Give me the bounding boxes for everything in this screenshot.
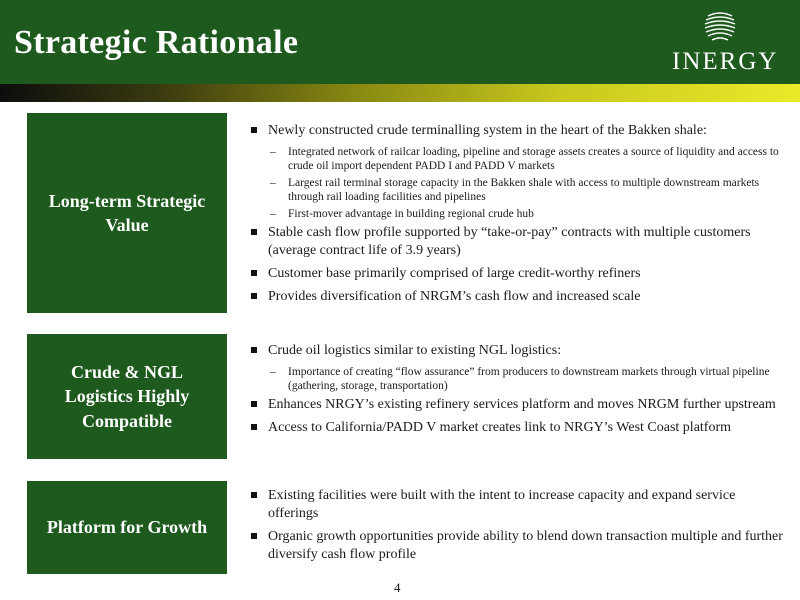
sub-bullet-item: – Largest rail terminal storage capacity in the Bakken shale with access to multiple downstream markets through rail loading facilities and pipelines [248,176,788,204]
logo-wordmark: INERGY [672,48,779,75]
bullet-item: Customer base primarily comprised of large credit-worthy refiners [248,265,788,283]
bullet-item: Provides diversification of NRGM’s cash flow and increased scale [248,288,788,306]
slide-title: Strategic Rationale [14,24,299,61]
globe-logo-icon [704,10,736,42]
bullet-item: Existing facilities were built with the intent to increase capacity and expand service offerings [248,487,788,523]
bullet-item: Access to California/PADD V market creates link to NRGY’s West Coast platform [248,419,788,437]
sub-bullet-item: – First-mover advantage in building regional crude hub [248,207,788,221]
section-label-platform-growth: Platform for Growth [27,481,227,574]
page-number: 4 [394,580,401,595]
sub-bullet-item: – Integrated network of railcar loading, pipeline and storage assets creates a source of liquidity and access to crude oil import dependent PADD I and PADD V markets [248,145,788,173]
company-logo [668,10,794,76]
bullet-list-crude-ngl [248,342,788,442]
bullet-item: Crude oil logistics similar to existing NGL logistics: [248,342,788,360]
slide-header [0,0,800,84]
header-gradient-bar [0,84,800,102]
bullet-item: Organic growth opportunities provide ability to blend down transaction multiple and further diversify cash flow profile [248,528,788,564]
bullet-item: Stable cash flow profile supported by “take-or-pay” contracts with multiple customers (average contract life of 3.9 years) [248,224,788,260]
section-label-crude-ngl: Crude & NGL Logistics Highly Compatible [27,334,227,459]
bullet-item: Enhances NRGY’s existing refinery services platform and moves NRGM further upstream [248,396,788,414]
section-label-long-term-value: Long-term Strategic Value [27,113,227,313]
bullet-item: Newly constructed crude terminalling system in the heart of the Bakken shale: [248,122,788,140]
bullet-list-platform-growth [248,487,788,569]
bullet-list-long-term-value [248,122,788,311]
sub-bullet-item: – Importance of creating “flow assurance” from producers to downstream markets through virtual pipeline (gathering, storage, transportation) [248,365,788,393]
